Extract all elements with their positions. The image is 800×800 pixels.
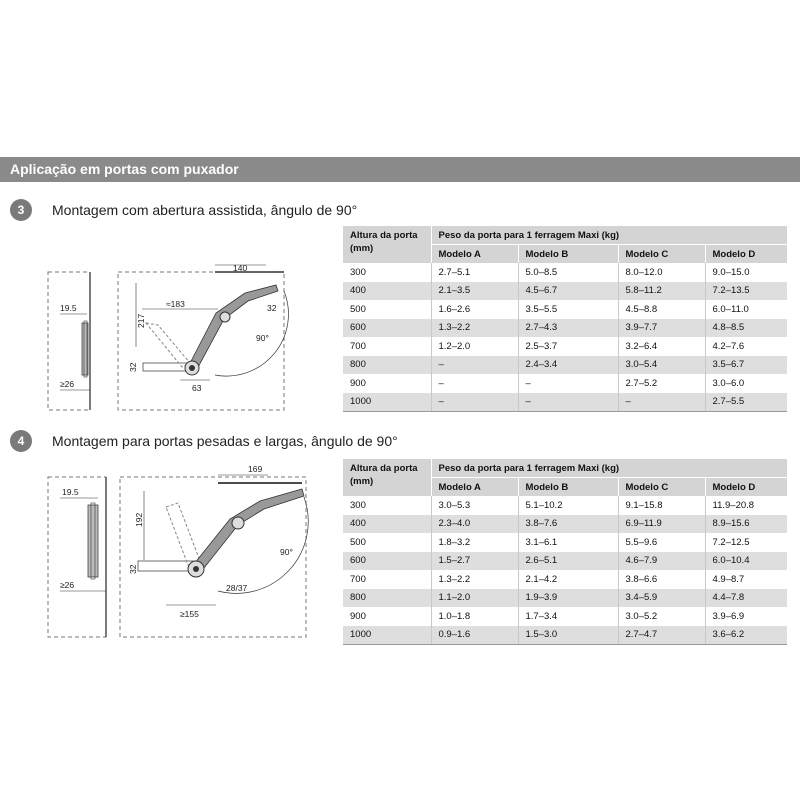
table-row [343,282,787,301]
table-cell: 3.5–5.5 [518,300,618,319]
table-cell: 3.0–6.0 [705,374,787,393]
dim-top-label: 169 [248,465,263,474]
table-cell: 1.5–2.7 [431,552,518,571]
step-badge-3: 3 [10,199,32,221]
table-cell: 3.6–6.2 [705,626,787,645]
table-cell: – [431,374,518,393]
col-header-model: Modelo A [431,478,518,497]
table-cell: 7.2–13.5 [705,282,787,301]
table-cell: 600 [343,319,431,338]
table-cell: 4.6–7.9 [618,552,705,571]
table-cell: 6.0–11.0 [705,300,787,319]
table-cell: 1.5–3.0 [518,626,618,645]
table-cell: 1.6–2.6 [431,300,518,319]
table-cell: 4.2–7.6 [705,337,787,356]
table-cell: 400 [343,515,431,534]
table-cell: 2.7–5.5 [705,393,787,412]
table-cell: 4.5–8.8 [618,300,705,319]
weight-table-4 [343,459,787,645]
table-cell: 700 [343,337,431,356]
table-cell: 4.4–7.8 [705,589,787,608]
table-cell: – [431,356,518,375]
col-header-model: Modelo D [705,478,787,497]
table-cell: 6.0–10.4 [705,552,787,571]
table-cell: 3.8–6.6 [618,570,705,589]
table-row [343,300,787,319]
dim-width-label: ≈183 [166,299,185,309]
table-row [343,570,787,589]
header-title: Aplicação em portas com puxador [10,161,239,177]
dim-side-label: 19.5 [60,303,77,313]
table-cell: 800 [343,356,431,375]
table-cell: 3.0–5.3 [431,496,518,515]
table-cell: 300 [343,496,431,515]
angle-label: 90° [256,333,269,343]
dim-base-label: 32 [128,362,138,372]
table-cell: 2.6–5.1 [518,552,618,571]
table-row [343,263,787,282]
table-cell: 3.0–5.4 [618,356,705,375]
table-cell: 1.3–2.2 [431,570,518,589]
table-cell: 0.9–1.6 [431,626,518,645]
table-cell: 800 [343,589,431,608]
table-cell: 1.8–3.2 [431,533,518,552]
dim-min-label: ≥26 [60,379,75,389]
col-header-model: Modelo D [705,245,787,264]
table-cell: – [618,393,705,412]
table-cell: 1.1–2.0 [431,589,518,608]
table-cell: 2.4–3.4 [518,356,618,375]
table-row [343,374,787,393]
table-cell: – [431,393,518,412]
table-row [343,337,787,356]
table-cell: 9.1–15.8 [618,496,705,515]
col-header-height: Altura da porta (mm) [343,459,431,496]
dim-min-label: ≥26 [60,580,75,590]
table-cell: 2.7–5.1 [431,263,518,282]
mounting-diagram-3 [40,255,325,415]
table-cell: 700 [343,570,431,589]
table-cell: 5.1–10.2 [518,496,618,515]
section-header-bar [0,157,800,182]
table-cell: 9.0–15.0 [705,263,787,282]
table-cell: 1.9–3.9 [518,589,618,608]
mounting-diagram-4 [40,465,325,640]
table-cell: 8.0–12.0 [618,263,705,282]
table-cell: 2.1–4.2 [518,570,618,589]
section-title-3: Montagem com abertura assistida, ângulo de 90° [52,202,358,218]
table-cell: 400 [343,282,431,301]
table-cell: – [518,393,618,412]
dim-bottom-label: 63 [192,383,202,393]
dim-side-label: 19.5 [62,487,79,497]
table-cell: 500 [343,533,431,552]
section-title-4: Montagem para portas pesadas e largas, ângulo de 90° [52,433,398,449]
table-row [343,607,787,626]
table-row [343,626,787,645]
table-row [343,356,787,375]
table-cell: 1.2–2.0 [431,337,518,356]
table-cell: 2.7–5.2 [618,374,705,393]
table-cell: 1.7–3.4 [518,607,618,626]
table-cell: 4.9–8.7 [705,570,787,589]
col-header-model: Modelo C [618,245,705,264]
col-header-group: Peso da porta para 1 ferragem Maxi (kg) [431,226,787,245]
table-cell: 3.9–6.9 [705,607,787,626]
col-header-model: Modelo A [431,245,518,264]
table-cell: 7.2–12.5 [705,533,787,552]
table-cell: 3.8–7.6 [518,515,618,534]
table-cell: 1.0–1.8 [431,607,518,626]
dim-gap-label: 32 [267,303,277,313]
col-header-height: Altura da porta (mm) [343,226,431,263]
table-cell: 900 [343,374,431,393]
table-row [343,552,787,571]
table-cell: 600 [343,552,431,571]
table-cell: 2.1–3.5 [431,282,518,301]
table-cell: – [518,374,618,393]
table-row [343,393,787,412]
col-header-group: Peso da porta para 1 ferragem Maxi (kg) [431,459,787,478]
table-cell: 2.7–4.7 [618,626,705,645]
table-cell: 4.5–6.7 [518,282,618,301]
dim-top-label: 140 [233,263,248,273]
table-cell: 8.9–15.6 [705,515,787,534]
table-cell: 3.1–6.1 [518,533,618,552]
table-cell: 4.8–8.5 [705,319,787,338]
table-row [343,515,787,534]
table-row [343,533,787,552]
dim-base-label: 32 [128,564,138,574]
table-cell: 2.7–4.3 [518,319,618,338]
angle-label: 90° [280,547,293,557]
table-cell: 1000 [343,626,431,645]
dim-height-label: 192 [134,512,144,527]
table-cell: 3.2–6.4 [618,337,705,356]
table-cell: 2.3–4.0 [431,515,518,534]
dim-width-label: ≥155 [180,609,199,619]
table-cell: 2.5–3.7 [518,337,618,356]
table-cell: 3.0–5.2 [618,607,705,626]
table-cell: 900 [343,607,431,626]
col-header-model: Modelo B [518,245,618,264]
dim-bottom-label: 28/37 [226,583,248,593]
table-row [343,496,787,515]
table-cell: 1.3–2.2 [431,319,518,338]
weight-table-3 [343,226,787,412]
table-cell: 3.9–7.7 [618,319,705,338]
col-header-model: Modelo C [618,478,705,497]
table-cell: 500 [343,300,431,319]
step-badge-4: 4 [10,430,32,452]
col-header-model: Modelo B [518,478,618,497]
table-row [343,589,787,608]
table-row [343,319,787,338]
table-cell: 6.9–11.9 [618,515,705,534]
table-cell: 1000 [343,393,431,412]
table-cell: 300 [343,263,431,282]
table-cell: 5.8–11.2 [618,282,705,301]
table-cell: 3.5–6.7 [705,356,787,375]
table-cell: 5.5–9.6 [618,533,705,552]
table-cell: 5.0–8.5 [518,263,618,282]
table-cell: 11.9–20.8 [705,496,787,515]
table-cell: 3.4–5.9 [618,589,705,608]
dim-height-label: 217 [136,313,146,328]
